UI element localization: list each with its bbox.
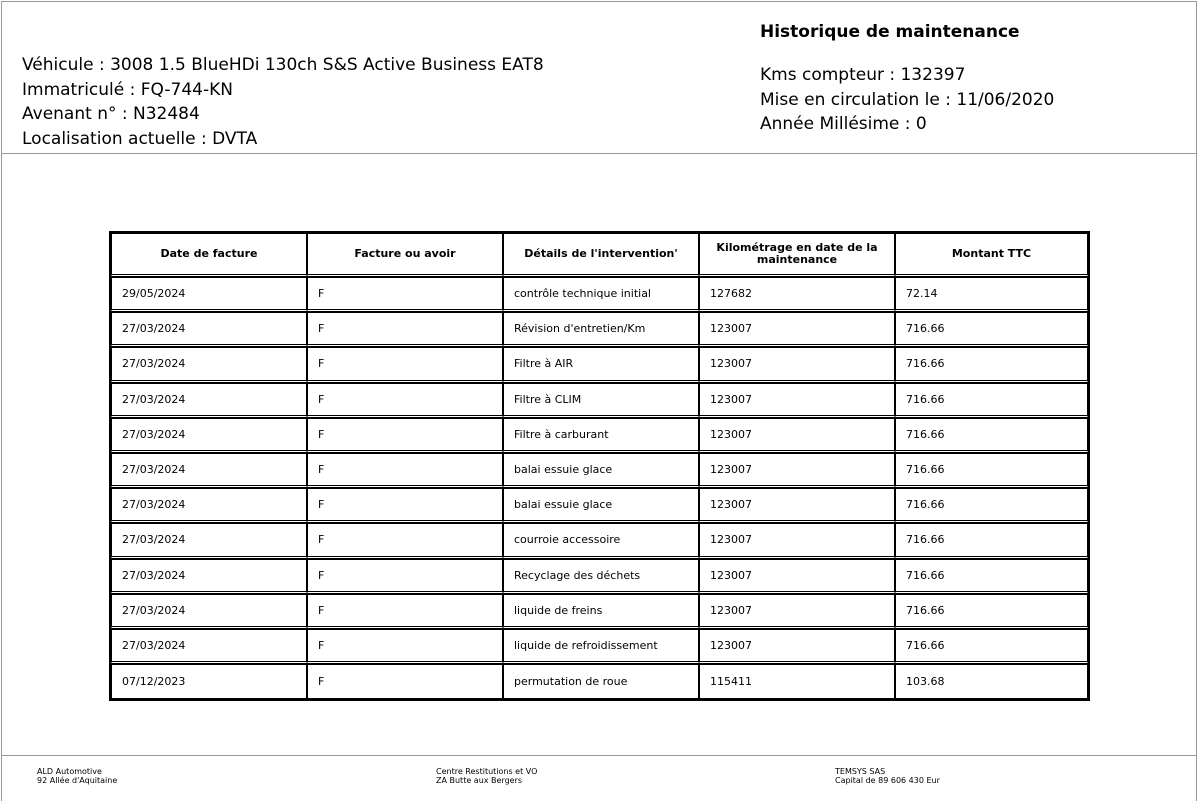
column-header: Facture ou avoir: [307, 233, 503, 277]
table-cell: 716.66: [895, 559, 1088, 594]
maintenance-summary: [760, 21, 1054, 137]
table-cell: 27/03/2024: [111, 488, 307, 523]
table-cell: 27/03/2024: [111, 312, 307, 347]
footer-line: 92 Allée d'Aquitaine: [37, 776, 118, 785]
table-cell: 716.66: [895, 488, 1088, 523]
table-cell: 123007: [699, 312, 895, 347]
table-cell: 27/03/2024: [111, 418, 307, 453]
table-cell: Révision d'entretien/Km: [503, 312, 699, 347]
odometer-label: Kms compteur : 132397: [760, 65, 966, 85]
table-cell: 123007: [699, 559, 895, 594]
table-cell: 27/03/2024: [111, 383, 307, 418]
footer-divider: [1, 755, 1197, 756]
table-cell: permutation de roue: [503, 664, 699, 699]
table-cell: 716.66: [895, 383, 1088, 418]
table-cell: F: [307, 383, 503, 418]
table-cell: 72.14: [895, 277, 1088, 312]
table-cell: 123007: [699, 488, 895, 523]
table-body: [111, 277, 1088, 699]
table-cell: 27/03/2024: [111, 629, 307, 664]
vehicle-label: Véhicule : 3008 1.5 BlueHDi 130ch S&S Active Business EAT8: [22, 55, 544, 75]
footer-line: TEMSYS SAS: [835, 767, 886, 776]
table-cell: 716.66: [895, 523, 1088, 558]
footer-line: ALD Automotive: [37, 767, 102, 776]
table-row: [111, 664, 1088, 699]
table-row: [111, 523, 1088, 558]
table-cell: F: [307, 594, 503, 629]
column-header: Détails de l'intervention': [503, 233, 699, 277]
table-cell: 27/03/2024: [111, 453, 307, 488]
page-title: Historique de maintenance: [760, 22, 1020, 42]
table-cell: F: [307, 523, 503, 558]
table-row: [111, 418, 1088, 453]
table-cell: 07/12/2023: [111, 664, 307, 699]
column-header: Montant TTC: [895, 233, 1088, 277]
table-cell: 716.66: [895, 418, 1088, 453]
table-cell: Filtre à AIR: [503, 347, 699, 382]
table-cell: balai essuie glace: [503, 488, 699, 523]
table-cell: liquide de freins: [503, 594, 699, 629]
column-header: Kilométrage en date de la maintenance: [699, 233, 895, 277]
table-cell: Filtre à CLIM: [503, 383, 699, 418]
footer-left: [37, 767, 117, 785]
table-cell: balai essuie glace: [503, 453, 699, 488]
footer-line: Centre Restitutions et VO: [436, 767, 538, 776]
table-row: [111, 559, 1088, 594]
footer-center: [436, 767, 537, 785]
table-cell: 115411: [699, 664, 895, 699]
table-cell: F: [307, 277, 503, 312]
table-cell: 716.66: [895, 453, 1088, 488]
table-row: [111, 629, 1088, 664]
table-row: [111, 594, 1088, 629]
table-cell: 123007: [699, 453, 895, 488]
table-cell: Filtre à carburant: [503, 418, 699, 453]
table-cell: F: [307, 559, 503, 594]
table-row: [111, 383, 1088, 418]
footer-right: [835, 767, 940, 785]
table-row: [111, 347, 1088, 382]
table-cell: 123007: [699, 523, 895, 558]
model-year-label: Année Millésime : 0: [760, 114, 927, 134]
table-row: [111, 453, 1088, 488]
table-cell: 103.68: [895, 664, 1088, 699]
vehicle-info: [22, 53, 544, 151]
table-header-row: [111, 233, 1088, 277]
table-cell: 716.66: [895, 312, 1088, 347]
footer-line: Capital de 89 606 430 Eur: [835, 776, 940, 785]
table-cell: 27/03/2024: [111, 559, 307, 594]
table-cell: F: [307, 312, 503, 347]
table-cell: Recyclage des déchets: [503, 559, 699, 594]
table-cell: 123007: [699, 418, 895, 453]
table-cell: 27/03/2024: [111, 594, 307, 629]
footer-line: ZA Butte aux Bergers: [436, 776, 523, 785]
table-cell: F: [307, 418, 503, 453]
table-cell: 27/03/2024: [111, 523, 307, 558]
table-cell: 27/03/2024: [111, 347, 307, 382]
table-cell: F: [307, 347, 503, 382]
first-registration-label: Mise en circulation le : 11/06/2020: [760, 89, 1055, 110]
table-cell: 127682: [699, 277, 895, 312]
amendment-label: Avenant n° : N32484: [22, 104, 200, 124]
table-row: [111, 312, 1088, 347]
table-cell: 123007: [699, 347, 895, 382]
table-cell: 716.66: [895, 594, 1088, 629]
table-cell: liquide de refroidissement: [503, 629, 699, 664]
table-cell: contrôle technique initial: [503, 277, 699, 312]
table-cell: 716.66: [895, 347, 1088, 382]
table-cell: 29/05/2024: [111, 277, 307, 312]
table-cell: F: [307, 488, 503, 523]
table-cell: F: [307, 453, 503, 488]
table-cell: 716.66: [895, 629, 1088, 664]
header-divider: [1, 153, 1197, 154]
maintenance-table: [109, 231, 1090, 701]
table-cell: F: [307, 664, 503, 699]
table-row: [111, 277, 1088, 312]
table-cell: courroie accessoire: [503, 523, 699, 558]
registration-label: Immatriculé : FQ-744-KN: [22, 79, 233, 100]
table-cell: 123007: [699, 594, 895, 629]
location-label: Localisation actuelle : DVTA: [22, 128, 258, 149]
column-header: Date de facture: [111, 233, 307, 277]
table-cell: 123007: [699, 629, 895, 664]
table-cell: F: [307, 629, 503, 664]
table-cell: 123007: [699, 383, 895, 418]
table-row: [111, 488, 1088, 523]
